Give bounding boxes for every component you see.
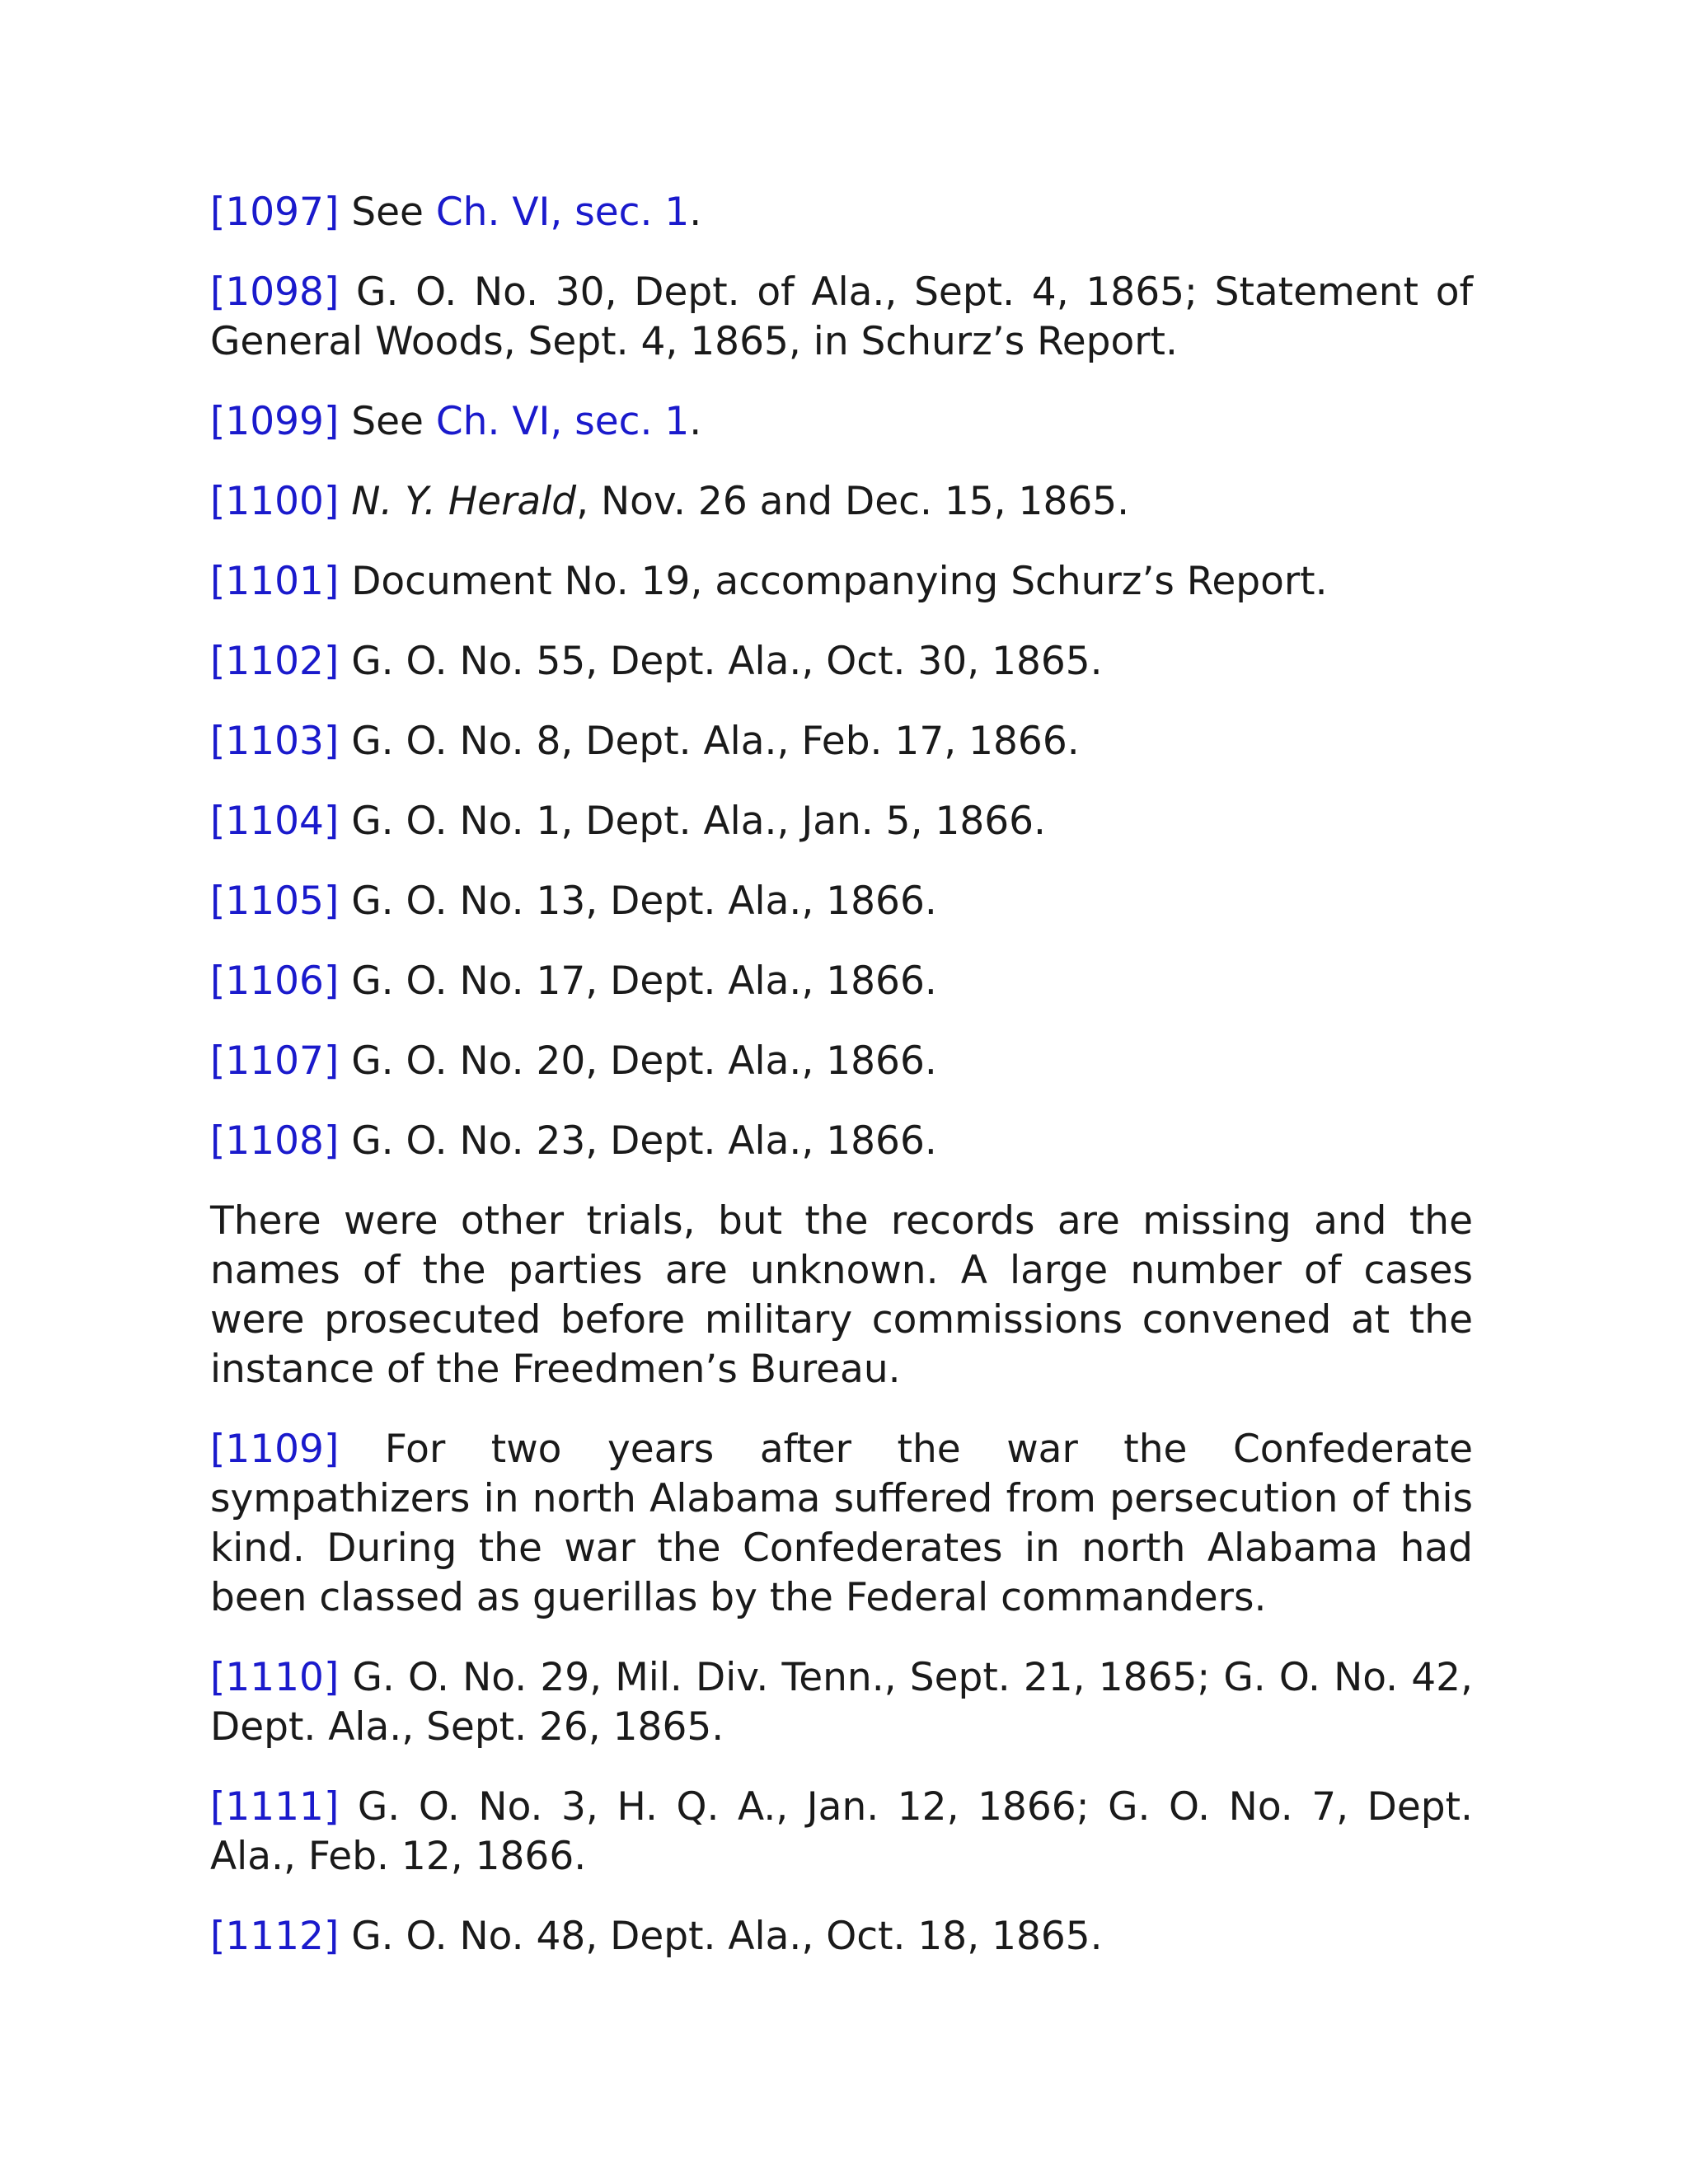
footnote-anchor-1111[interactable]: [1111] (210, 1784, 340, 1830)
footnote-anchor-1097[interactable]: [1097] (210, 190, 340, 235)
footnote-anchor-1102[interactable]: [1102] (210, 639, 340, 684)
footnote-anchor-1109[interactable]: [1109] (210, 1427, 340, 1472)
footnote-anchor-1104[interactable]: [1104] (210, 799, 340, 844)
footnotes-page (210, 188, 1473, 1992)
footnote-1109: [1109] For two years after the war the Confederate sympathizers in north Alabama suffered from persecution of this kind. During the war the Confederates in north Alabama had been classed as guerillas by the Federal commanders. (210, 1427, 1473, 1620)
footnote-anchor-1105[interactable]: [1105] (210, 879, 340, 924)
footnote-1104: [1104] G. O. No. 1, Dept. Ala., Jan. 5, 1866. (210, 799, 1047, 844)
footnote-anchor-1100[interactable]: [1100] (210, 479, 340, 524)
footnote-anchor-1106[interactable]: [1106] (210, 958, 340, 1004)
footnote-1098: [1098] G. O. No. 30, Dept. of Ala., Sept. 4, 1865; Statement of General Woods, Sept. 4, 1865, in Schurz’s Report. (210, 269, 1473, 364)
footnote-1097: [1097] See Ch. VI, sec. 1. (210, 190, 702, 235)
footnote-anchor-1099[interactable]: [1099] (210, 399, 340, 444)
footnote-1111: [1111] G. O. No. 3, H. Q. A., Jan. 12, 1866; G. O. No. 7, Dept. Ala., Feb. 12, 1866. (210, 1784, 1473, 1879)
footnote-continuation-paragraph: There were other trials, but the records are missing and the names of the parties are unknown. A large number of cases were prosecuted before military commissions convened at the instance of the Freedmen’s Bureau. (210, 1198, 1473, 1392)
footnote-1103: [1103] G. O. No. 8, Dept. Ala., Feb. 17, 1866. (210, 719, 1080, 764)
footnote-anchor-1110[interactable]: [1110] (210, 1655, 340, 1700)
footnote-anchor-1108[interactable]: [1108] (210, 1118, 340, 1164)
footnote-1105: [1105] G. O. No. 13, Dept. Ala., 1866. (210, 879, 937, 924)
footnote-1101: [1101] Document No. 19, accompanying Schurz’s Report. (210, 559, 1328, 604)
footnote-anchor-1112[interactable]: [1112] (210, 1914, 340, 1959)
chapter-link-ch-vi-sec-1[interactable]: Ch. VI, sec. 1 (435, 399, 690, 444)
footnote-1110: [1110] G. O. No. 29, Mil. Div. Tenn., Sept. 21, 1865; G. O. No. 42, Dept. Ala., Sept. 26, 1865. (210, 1655, 1473, 1750)
footnote-1107: [1107] G. O. No. 20, Dept. Ala., 1866. (210, 1038, 937, 1084)
chapter-link-ch-vi-sec-1[interactable]: Ch. VI, sec. 1 (435, 190, 690, 235)
footnote-anchor-1098[interactable]: [1098] (210, 269, 340, 315)
footnote-1100: [1100] N. Y. Herald, Nov. 26 and Dec. 15, 1865. (210, 479, 1130, 524)
footnote-anchor-1107[interactable]: [1107] (210, 1038, 340, 1084)
footnote-1099: [1099] See Ch. VI, sec. 1. (210, 399, 702, 444)
footnote-1108: [1108] G. O. No. 23, Dept. Ala., 1866. (210, 1118, 937, 1164)
footnote-anchor-1103[interactable]: [1103] (210, 719, 340, 764)
newspaper-title: N. Y. Herald (351, 479, 577, 524)
footnote-1106: [1106] G. O. No. 17, Dept. Ala., 1866. (210, 958, 937, 1004)
footnote-anchor-1101[interactable]: [1101] (210, 559, 340, 604)
footnote-1112: [1112] G. O. No. 48, Dept. Ala., Oct. 18, 1865. (210, 1914, 1103, 1959)
footnote-1102: [1102] G. O. No. 55, Dept. Ala., Oct. 30, 1865. (210, 639, 1103, 684)
